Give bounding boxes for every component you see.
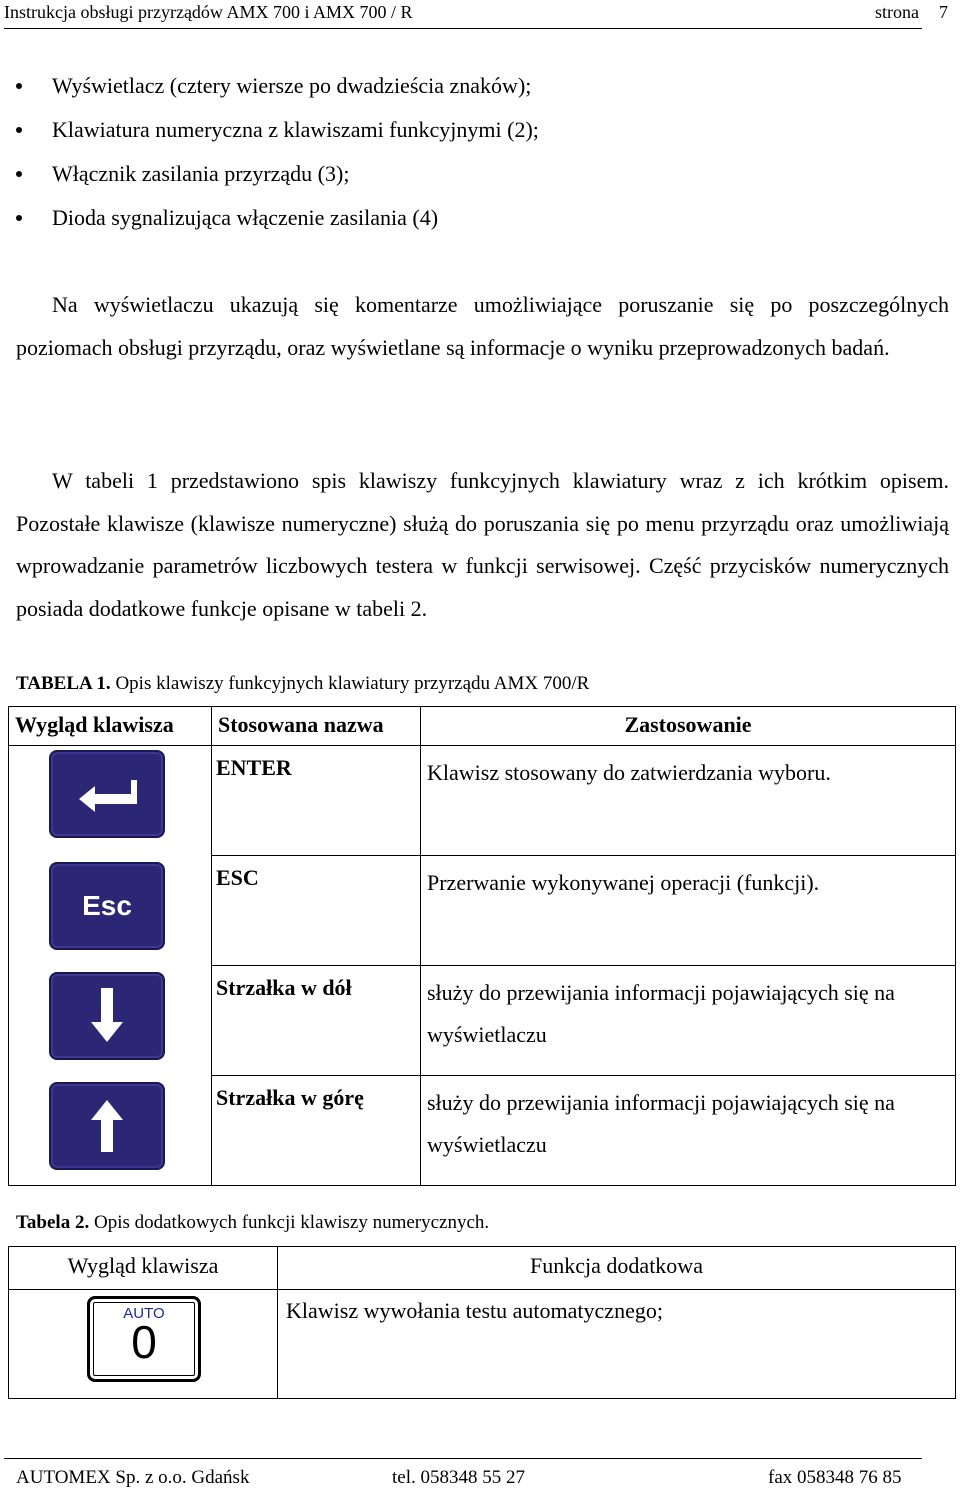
feature-list: [14, 66, 539, 242]
column-header: Zastosowanie: [421, 707, 956, 746]
numeric-keys-table: [8, 1246, 956, 1399]
column-header: Funkcja dodatkowa: [278, 1247, 956, 1290]
fax-number: fax 058348 76 85: [768, 1467, 902, 1488]
enter-key-icon: [49, 750, 165, 838]
list-item: Wyświetlacz (cztery wiersze po dwadzieścia znaków);: [14, 66, 539, 110]
list-item: Włącznik zasilania przyrządu (3);: [14, 154, 539, 198]
table-row: [9, 1290, 956, 1399]
column-header: Wygląd klawisza: [9, 707, 212, 746]
key-name: Strzałka w górę: [212, 1076, 421, 1186]
arrow-down-key-icon: [49, 972, 165, 1060]
page-number: 7: [939, 2, 948, 22]
table-header-row: [9, 1247, 956, 1290]
column-header: Stosowana nazwa: [212, 707, 421, 746]
key-description: służy do przewijania informacji pojawiających się na wyświetlaczu: [421, 1076, 956, 1186]
key-description: Klawisz wywołania testu automatycznego;: [278, 1290, 956, 1399]
function-keys-table: [8, 706, 956, 1186]
paragraph-keys: W tabeli 1 przedstawiono spis klawiszy funkcyjnych klawiatury wraz z ich krótkim opisem. Pozostałe klawisze (klawisze numeryczne) służą do poruszania się po menu przyrządu oraz umożliwiają wprowadzanie parametrów liczbowych testera w funkcji serwisowej. Część przycisków numerycznych posiada dodatkowe funkcje opisane w tabeli 2.: [16, 468, 949, 621]
list-item: Klawiatura numeryczna z klawiszami funkcyjnymi (2);: [14, 110, 539, 154]
table-header-row: [9, 707, 956, 746]
key-name: Strzałka w dół: [212, 966, 421, 1076]
bullet-icon: [16, 127, 22, 133]
phone-number: tel. 058348 55 27: [392, 1467, 525, 1488]
list-item: Dioda sygnalizująca włączenie zasilania (4): [14, 198, 539, 242]
table1-caption: TABELA 1. Opis klawiszy funkcyjnych klawiatury przyrządu AMX 700/R: [16, 673, 590, 694]
key-description: służy do przewijania informacji pojawiających się na wyświetlaczu: [421, 966, 956, 1076]
table2-caption: Tabela 2. Opis dodatkowych funkcji klawiszy numerycznych.: [16, 1212, 490, 1233]
table-row: [9, 1076, 956, 1186]
company-name: AUTOMEX Sp. z o.o. Gdańsk: [16, 1467, 250, 1488]
key-description: Klawisz stosowany do zatwierdzania wyboru.: [421, 746, 956, 856]
bullet-icon: [16, 215, 22, 221]
key-description: Przerwanie wykonywanej operacji (funkcji).: [421, 856, 956, 966]
table-row: [9, 966, 956, 1076]
page-label: strona: [875, 2, 919, 22]
arrow-up-key-icon: [49, 1082, 165, 1170]
column-header: Wygląd klawisza: [9, 1247, 278, 1290]
key-name: ENTER: [212, 746, 421, 856]
page-footer: [4, 1458, 922, 1488]
page-header: [4, 0, 948, 29]
bullet-icon: [16, 83, 22, 89]
key-name: ESC: [212, 856, 421, 966]
table-row: [9, 746, 956, 856]
auto-0-key-icon: AUTO 0: [87, 1296, 201, 1382]
bullet-icon: [16, 171, 22, 177]
page-indicator: [875, 0, 948, 24]
document-title: Instrukcja obsługi przyrządów AMX 700 i AMX 700 / R: [4, 2, 413, 22]
paragraph-display: Na wyświetlaczu ukazują się komentarze umożliwiające poruszanie się po poszczególnych poziomach obsługi przyrządu, oraz wyświetlane są informacje o wyniku przeprowadzonych badań.: [16, 292, 949, 360]
esc-key-icon: Esc: [49, 862, 165, 950]
table-row: [9, 856, 956, 966]
